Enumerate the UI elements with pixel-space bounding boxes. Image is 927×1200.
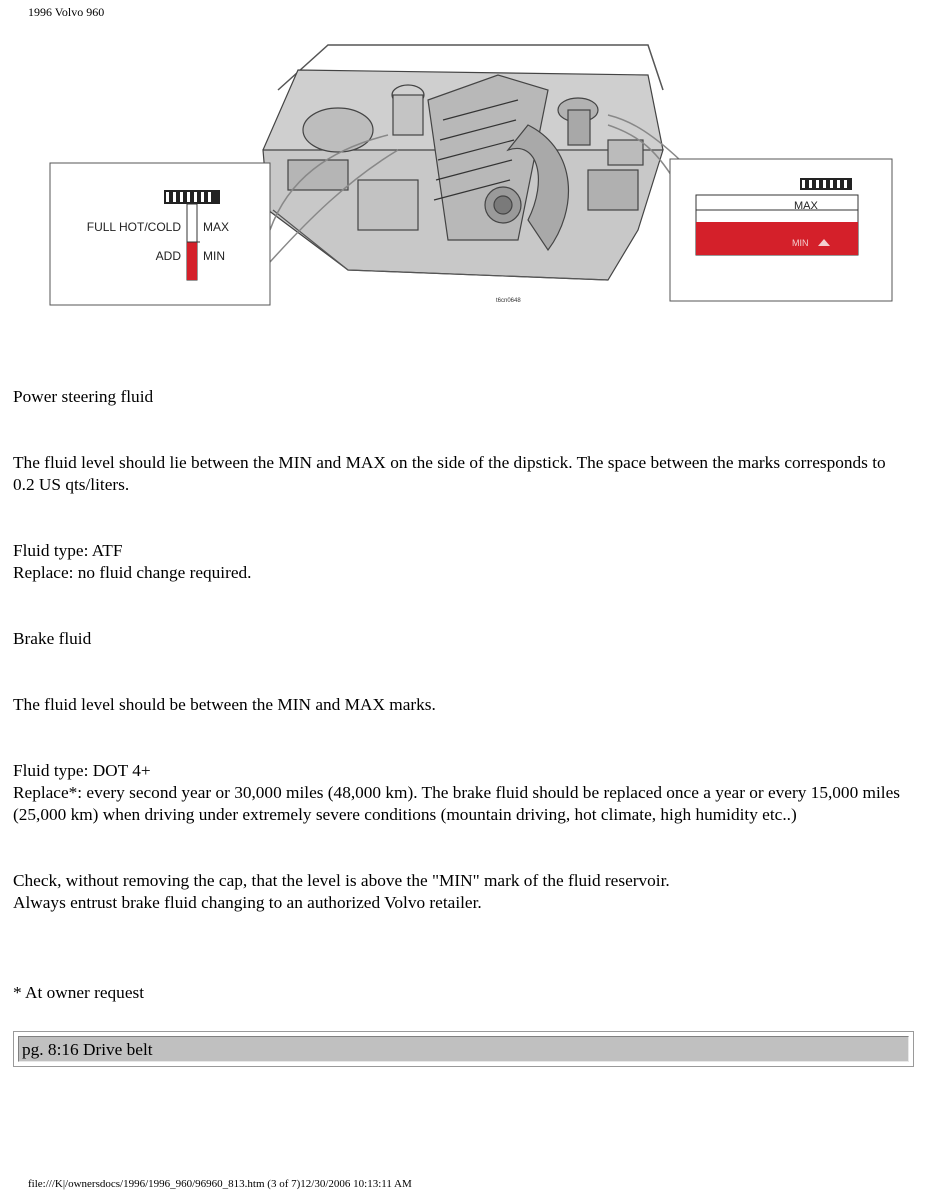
footnote: * At owner request [13, 983, 145, 1002]
power-steering-fluid-type: Fluid type: ATF [13, 541, 123, 560]
brake-fluid-entrust: Always entrust brake fluid changing to an authorized Volvo retailer. [13, 893, 482, 912]
brake-fluid-check: Check, without removing the cap, that the level is above the "MIN" mark of the fluid reservoir. [13, 871, 670, 890]
label-full-hot-cold: FULL HOT/COLD [86, 220, 181, 234]
label-right-max: MAX [794, 200, 818, 212]
figure-code: t6cn0648 [496, 298, 521, 304]
label-add: ADD [155, 249, 181, 263]
engine-bay-illustration [48, 30, 894, 320]
page-header-title: 1996 Volvo 960 [28, 5, 105, 19]
footer-file-path: file:///K|/ownersdocs/1996/1996_960/96960_813.htm (3 of 7)12/30/2006 10:13:11 AM [28, 1178, 412, 1190]
next-page-link[interactable]: pg. 8:16 Drive belt [22, 1040, 153, 1059]
label-left-max: MAX [203, 220, 230, 234]
power-steering-replace: Replace: no fluid change required. [13, 563, 252, 582]
navigation-box-inner [18, 1036, 909, 1062]
main-content [13, 386, 903, 914]
right-fluid-level-fill [696, 222, 858, 255]
power-steering-title: Power steering fluid [13, 387, 154, 406]
dipstick-grip-right [800, 178, 852, 190]
brake-fluid-description: The fluid level should be between the MIN and MAX marks. [13, 695, 436, 714]
brake-fluid-replace: Replace*: every second year or 30,000 miles (48,000 km). The brake fluid should be replaced once a year or every 15,000 miles (25,000 km) when driving under extremely severe conditions (mountain driving, hot climate, high humidity etc..) [13, 783, 900, 824]
power-steering-description: The fluid level should lie between the MIN and MAX on the side of the dipstick. The space between the marks corresponds to 0.2 US qts/liters. [13, 453, 886, 494]
brake-fluid-type: Fluid type: DOT 4+ [13, 761, 151, 780]
label-right-min: MIN [792, 238, 809, 248]
engine-illustration-svg [48, 30, 894, 320]
left-fluid-level-fill [187, 242, 197, 280]
label-left-min: MIN [203, 249, 225, 263]
dipstick-grip-left [164, 190, 220, 204]
brake-fluid-title: Brake fluid [13, 629, 92, 648]
right-reservoir-inset [670, 159, 892, 301]
left-dipstick-inset [50, 163, 270, 305]
navigation-box [13, 1031, 914, 1067]
